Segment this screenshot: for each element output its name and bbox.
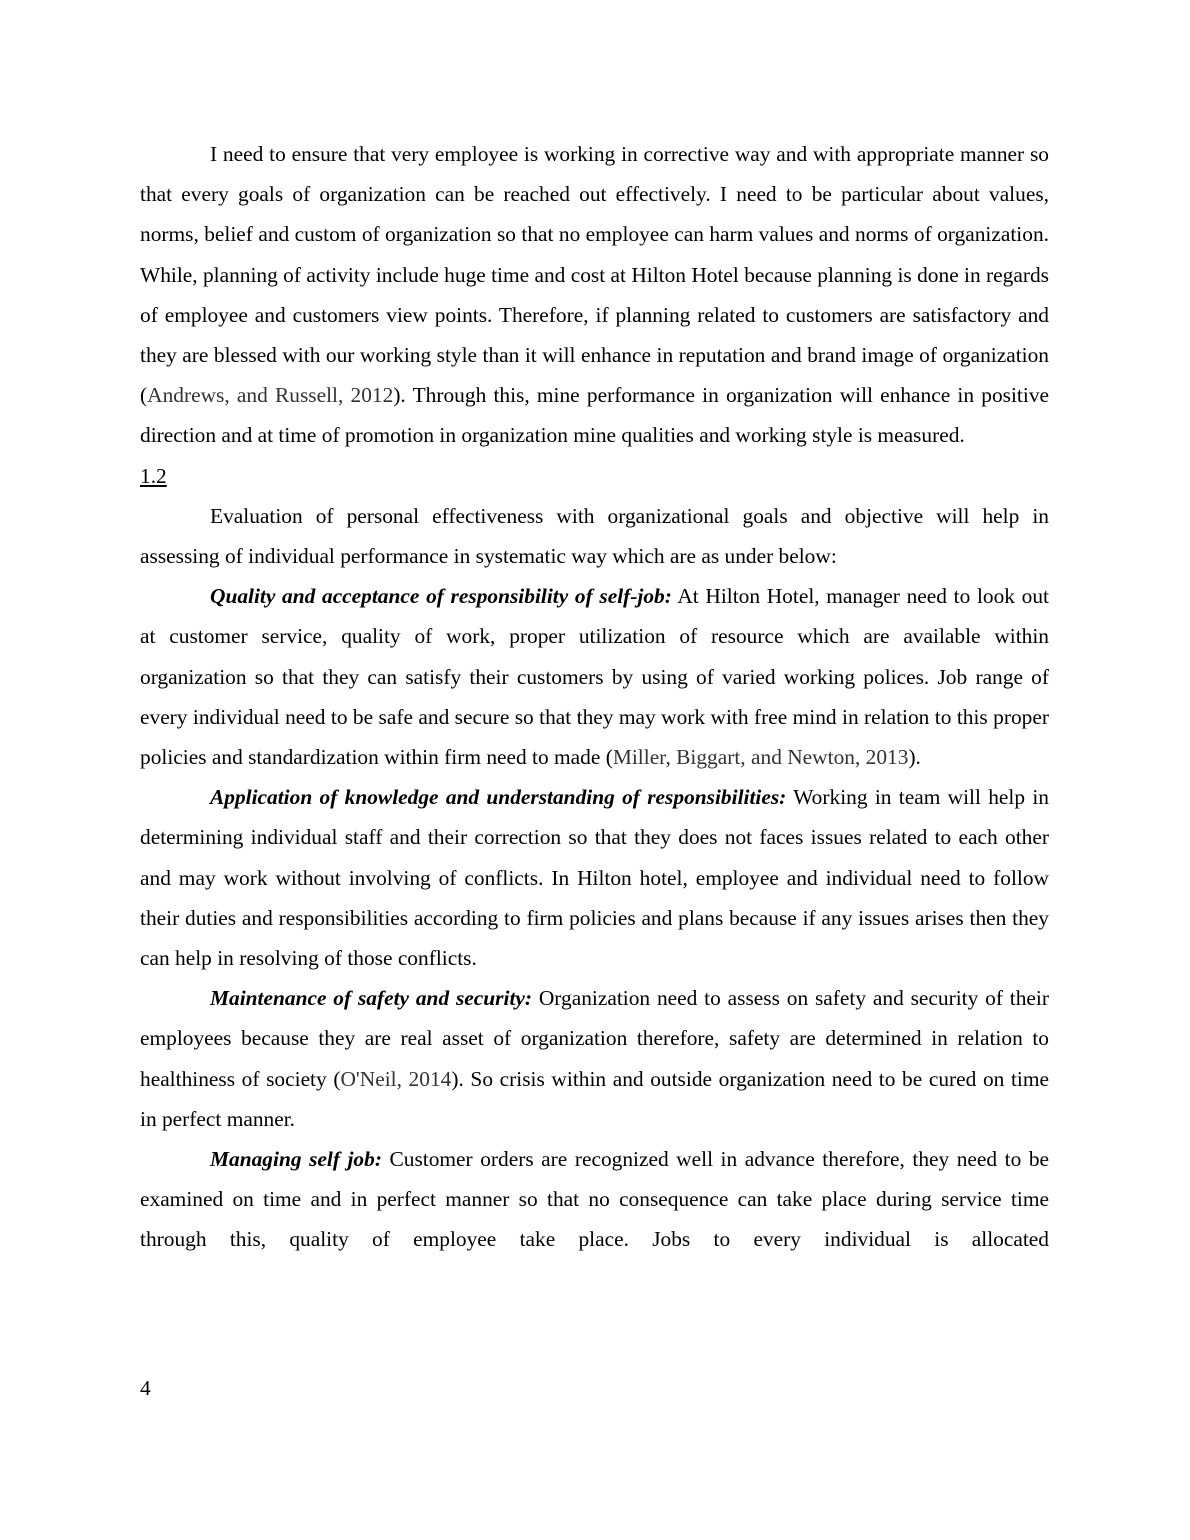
text: Customer orders are recognized well in advance therefore, they need to be examined on time and in perfect manner so that no consequence can take place during service time through this, quality of employee take place. Jobs to every individual is allocated	[140, 1147, 1050, 1252]
text: ).	[908, 745, 921, 770]
paragraph	[140, 134, 1049, 456]
text: ). Through this, mine performance in organization will enhance in positive direction and at time of promotion in organization mine qualities and working style is measured.	[140, 383, 1050, 448]
section-heading: 1.2	[140, 463, 167, 488]
bold-lead: Managing self job:	[210, 1147, 382, 1172]
page-number: 4	[140, 1376, 151, 1400]
text: Organization need to assess on safety and security of their employees because they are real asset of organization therefore, safety are determined in relation to healthiness of society (	[140, 986, 1049, 1091]
bold-lead: Application of knowledge and understanding of responsibilities:	[210, 785, 787, 810]
document-body	[140, 134, 1049, 1260]
bold-lead: Quality and acceptance of responsibility of self-job:	[210, 584, 672, 609]
paragraph	[140, 978, 1049, 1139]
text: I need to ensure that very employee is working in corrective way and with appropriate manner so that every goals of organization can be reached out effectively. I need to be particular about values, norms, belief and custom of organization so that no employee can harm values and norms of organization. While, planning of activity include huge time and cost at Hilton Hotel because planning is done in regards of employee and customers view points. Therefore, if planning related to customers are satisfactory and they are blessed with our working style than it will enhance in reputation and brand image of organization (	[140, 142, 1049, 408]
bold-lead: Maintenance of safety and security:	[210, 986, 533, 1011]
text: Working in team will help in determining individual staff and their correction so that they does not faces issues related to each other and may work without involving of conflicts. In Hilton hotel, employee and individual need to follow their duties and responsibilities according to firm policies and plans because if any issues arises then they can help in resolving of those conflicts.	[140, 785, 1049, 971]
citation: Andrews, and Russell, 2012	[147, 383, 394, 408]
text: ). So crisis within and outside organization need to be cured on time in perfect manner.	[140, 1066, 1050, 1131]
paragraph	[140, 1139, 1049, 1260]
citation: Miller, Biggart, and Newton, 2013	[612, 745, 909, 770]
text: At Hilton Hotel, manager need to look out at customer service, quality of work, proper utilization of resource which are available within organization so that they can satisfy their customers by using of varied working polices. Job range of every individual need to be safe and secure so that they may work with free mind in relation to this proper policies and standardization within firm need to made (	[140, 584, 1049, 770]
paragraph: Evaluation of personal effectiveness with organizational goals and objective will help in assessing of individual performance in systematic way which are as under below:	[140, 503, 1049, 569]
paragraph	[140, 777, 1049, 978]
paragraph	[140, 576, 1049, 777]
citation: O'Neil, 2014	[340, 1066, 452, 1091]
